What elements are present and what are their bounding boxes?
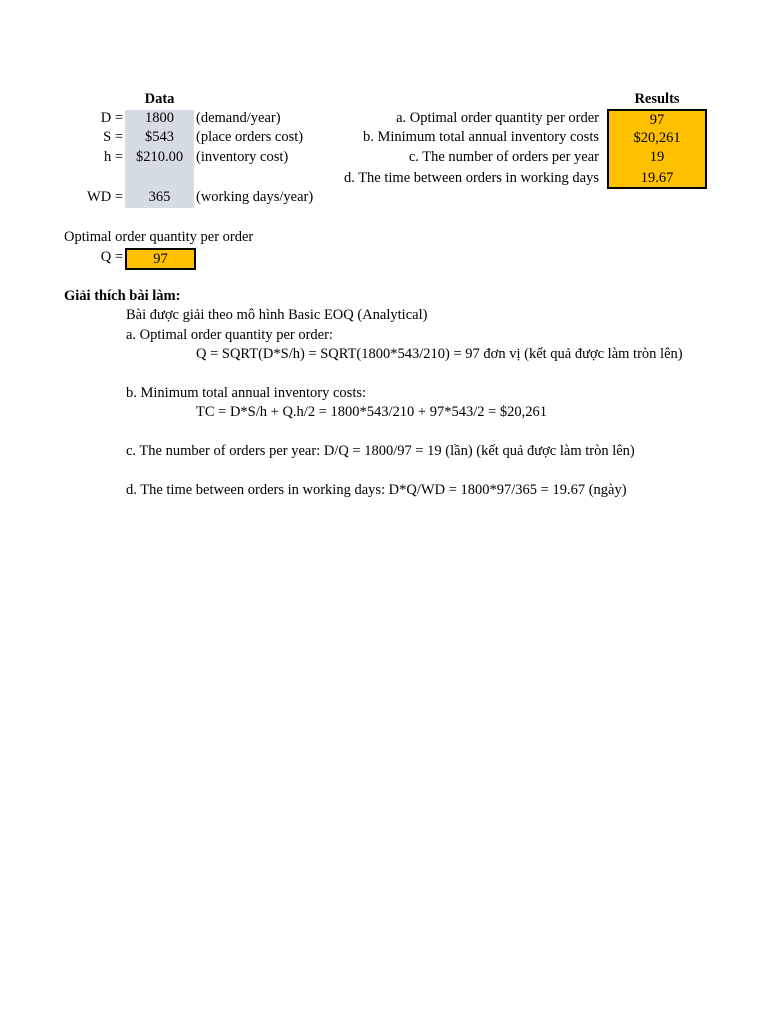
data-label-s: S =: [103, 129, 123, 145]
explanation-b-title: b. Minimum total annual inventory costs:: [126, 385, 367, 401]
optimal-title: Optimal order quantity per order: [64, 229, 254, 245]
data-note-wd: (working days/year): [196, 189, 314, 205]
result-label-a: a. Optimal order quantity per order: [396, 110, 599, 126]
result-value-c[interactable]: 19: [607, 148, 707, 167]
optimal-q-value[interactable]: 97: [125, 248, 196, 270]
results-header: Results: [634, 91, 680, 107]
result-label-b: b. Minimum total annual inventory costs: [362, 129, 599, 145]
result-label-c: c. The number of orders per year: [408, 149, 599, 165]
result-value-a[interactable]: 97: [607, 109, 707, 129]
result-value-d[interactable]: 19.67: [607, 167, 707, 189]
explanation-a-formula: Q = SQRT(D*S/h) = SQRT(1800*543/210) = 97 đơn vị (kết quả được làm tròn lên): [196, 346, 683, 362]
explanation-c-line: c. The number of orders per year: D/Q = 1800/97 = 19 (lần) (kết quả được làm tròn lên): [126, 443, 635, 459]
data-value-h[interactable]: $210.00: [135, 149, 184, 165]
data-value-wd[interactable]: 365: [148, 189, 171, 205]
data-note-s: (place orders cost): [196, 129, 304, 145]
optimal-q-label: Q =: [100, 249, 123, 265]
explanation-a-title: a. Optimal order quantity per order:: [126, 327, 333, 343]
explanation-title: Giải thích bài làm:: [64, 288, 181, 304]
data-label-wd: WD =: [87, 189, 123, 205]
result-value-b[interactable]: $20,261: [607, 129, 707, 148]
data-value-d[interactable]: 1800: [145, 110, 174, 126]
data-note-h: (inventory cost): [196, 149, 289, 165]
explanation-b-formula: TC = D*S/h + Q.h/2 = 1800*543/210 + 97*543/2 = $20,261: [196, 404, 548, 420]
data-header: Data: [144, 91, 175, 107]
data-label-d: D =: [100, 110, 123, 126]
data-value-s[interactable]: $543: [145, 129, 174, 145]
explanation-intro: Bài được giải theo mô hình Basic EOQ (Analytical): [126, 307, 428, 323]
data-note-d: (demand/year): [196, 110, 281, 126]
result-label-d: d. The time between orders in working days: [343, 170, 599, 186]
data-label-h: h =: [103, 149, 123, 165]
explanation-d-line: d. The time between orders in working days: D*Q/WD = 1800*97/365 = 19.67 (ngày): [126, 482, 627, 498]
